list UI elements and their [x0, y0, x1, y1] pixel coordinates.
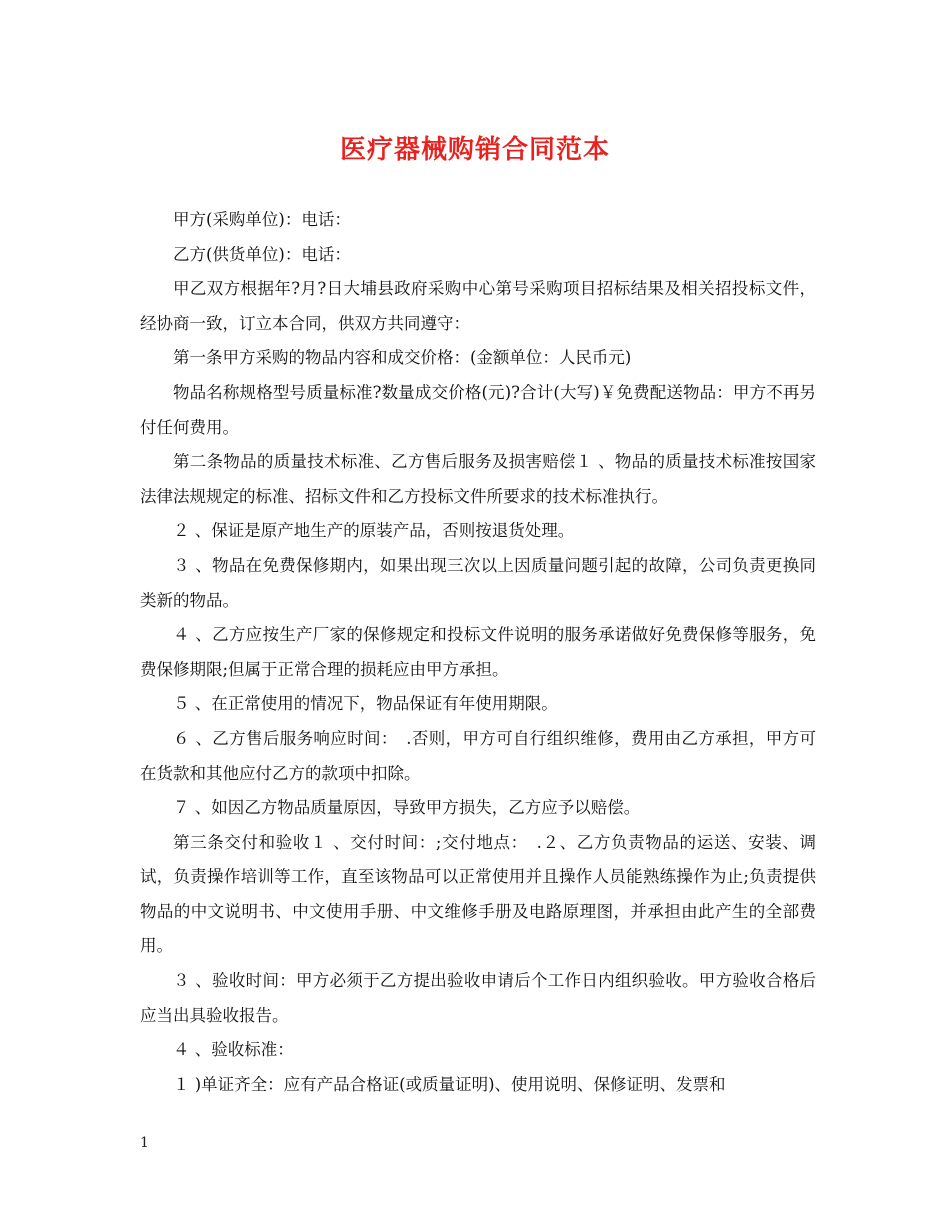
paragraph-article-3: 第三条交付和验收１ 、交付时间：;交付地点： .２、乙方负责物品的运送、安装、调试，负责操作培训等工作，直至该物品可以正常使用并且操作人员能熟练操作为止;负责提供物品的中文说明书、中文使用手册、中文维修手册及电路原理图，并承担由此产生的全部费用。 — [140, 832, 816, 956]
paragraph-article-1: 第一条甲方采购的物品内容和成交价格：(金额单位：人民币元) — [173, 348, 632, 368]
paragraph-documents-complete: １ )单证齐全：应有产品合格证(或质量证明)、使用说明、保修证明、发票和 — [173, 1074, 726, 1094]
paragraph-clause-6: ６ 、乙方售后服务响应时间： .否则，甲方可自行组织维修，费用由乙方承担，甲方可在货款和其他应付乙方的款项中扣除。 — [140, 728, 816, 783]
document-title: 医疗器械购销合同范本 — [339, 135, 610, 165]
page-number: 1 — [140, 1135, 149, 1151]
paragraph-clause-3: ３ 、物品在免费保修期内，如果出现三次以上因质量问题引起的故障，公司负责更换同类新的物品。 — [140, 555, 816, 610]
paragraph-clause-4: ４ 、乙方应按生产厂家的保修规定和投标文件说明的服务承诺做好免费保修等服务，免费保修期限;但属于正常合理的损耗应由甲方承担。 — [140, 625, 816, 679]
paragraph-item-list: 物品名称规格型号质量标准?数量成交价格(元)?合计(大写)￥免费配送物品：甲方不再另付任何费用。 — [140, 382, 816, 437]
paragraph-party-a: 甲方(采购单位)：电话： — [173, 210, 351, 229]
paragraph-acceptance-standard: ４ 、验收标准： — [173, 1040, 294, 1060]
paragraph-party-b: 乙方(供货单位)：电话： — [173, 244, 351, 264]
paragraph-clause-2: ２ 、保证是原产地生产的原装产品，否则按退货处理。 — [173, 521, 575, 541]
paragraph-clause-5: ５ 、在正常使用的情况下，物品保证有年使用期限。 — [173, 694, 558, 714]
paragraph-article-2: 第二条物品的质量技术标准、乙方售后服务及损害赔偿１ 、物品的质量技术标准按国家法律法规规定的标准、招标文件和乙方投标文件所要求的技术标准执行。 — [140, 452, 816, 506]
paragraph-clause-7: ７ 、如因乙方物品质量原因，导致甲方损失，乙方应予以赔偿。 — [173, 798, 641, 818]
paragraph-acceptance-time: ３ 、验收时间：甲方必须于乙方提出验收申请后个工作日内组织验收。甲方验收合格后应当出具验收报告。 — [140, 971, 816, 1025]
paragraph-preamble: 甲乙双方根据年?月?日大埔县政府采购中心第号采购项目招标结果及相关招投标文件，经协商一致，订立本合同，供双方共同遵守： — [140, 279, 816, 333]
document-body — [140, 203, 816, 1102]
